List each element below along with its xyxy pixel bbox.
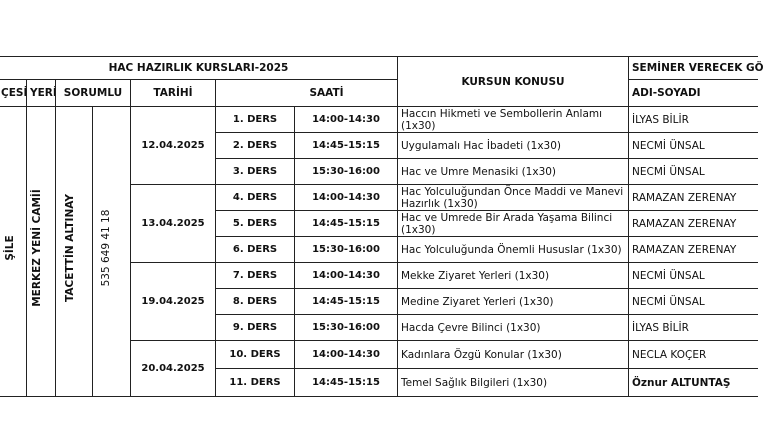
seminer-cell: NECMİ ÜNSAL [628,132,758,159]
saat-cell: 14:45-15:15 [294,132,398,159]
ders-cell: 6. DERS [215,236,295,263]
yeri-header: YERİ [26,79,56,107]
ilcesi-header: ÇESİ [0,79,27,107]
yer-value: MERKEZ YENİ CAMİİ [31,189,43,307]
sorumlu-name: TACETTİN ALTINAY [64,194,76,302]
seminer-cell: NECLA KOÇER [628,340,758,369]
konu-cell: Uygulamalı Hac İbadeti (1x30) [397,132,629,159]
saat-cell: 14:00-14:30 [294,262,398,289]
seminer-cell: Öznur ALTUNTAŞ [628,368,758,397]
saat-cell: 15:30-16:00 [294,314,398,341]
konu-cell [397,210,629,237]
seminer-cell: NECMİ ÜNSAL [628,262,758,289]
adi-soyadi-header: ADI-SOYADI [628,79,758,107]
phone-number: 535 649 41 18 [100,209,112,287]
ilce-value: ŞİLE [4,235,16,261]
saat-cell: 14:45-15:15 [294,288,398,315]
konu-cell: Hacda Çevre Bilinci (1x30) [397,314,629,341]
saat-cell: 15:30-16:00 [294,236,398,263]
ders-cell: 4. DERS [215,184,295,211]
seminer-cell: İLYAS BİLİR [628,314,758,341]
konu-line: (1x30) [401,119,436,132]
seminer-cell: RAMAZAN ZERENAY [628,236,758,263]
konu-cell: Mekke Ziyaret Yerleri (1x30) [397,262,629,289]
tarihi-header: TARİHİ [130,79,216,107]
ders-cell: 2. DERS [215,132,295,159]
ders-cell: 3. DERS [215,158,295,185]
kursun-konusu-header: KURSUN KONUSU [397,56,629,107]
sorumlu-name-cell [55,106,93,397]
date-cell: 13.04.2025 [130,184,216,263]
ders-cell: 5. DERS [215,210,295,237]
konu-line: Hazırlık (1x30) [401,197,478,210]
ders-cell: 9. DERS [215,314,295,341]
seminer-cell: NECMİ ÜNSAL [628,288,758,315]
seminer-cell: RAMAZAN ZERENAY [628,184,758,211]
saat-cell: 14:00-14:30 [294,106,398,133]
date-cell: 20.04.2025 [130,340,216,397]
sorumlu-header: SORUMLU [55,79,131,107]
saati-header: SAATİ [215,79,398,107]
saat-cell: 14:45-15:15 [294,210,398,237]
seminer-cell: RAMAZAN ZERENAY [628,210,758,237]
konu-cell: Hac Yolculuğunda Önemli Hususlar (1x30) [397,236,629,263]
ilce-cell [0,106,27,397]
ders-cell: 8. DERS [215,288,295,315]
konu-cell [397,106,629,133]
ders-cell: 1. DERS [215,106,295,133]
yer-cell [26,106,56,397]
konu-line: Hac Yolculuğundan Önce Maddi ve Manevi [401,185,624,198]
konu-cell: Hac ve Umre Menasiki (1x30) [397,158,629,185]
seminer-header: SEMİNER VERECEK GÖ [628,56,758,80]
konu-cell: Medine Ziyaret Yerleri (1x30) [397,288,629,315]
konu-cell: Kadınlara Özgü Konular (1x30) [397,340,629,369]
ders-cell: 10. DERS [215,340,295,369]
ders-cell: 7. DERS [215,262,295,289]
main-title: HAC HAZIRLIK KURSLARI-2025 [0,56,398,80]
saat-cell: 14:00-14:30 [294,184,398,211]
konu-line: Hac ve Umrede Bir Arada Yaşama Bilinci [401,211,613,224]
seminer-cell: İLYAS BİLİR [628,106,758,133]
konu-line: Haccın Hikmeti ve Sembollerin Anlamı [401,107,603,120]
ders-cell: 11. DERS [215,368,295,397]
date-cell: 12.04.2025 [130,106,216,185]
konu-cell: Temel Sağlık Bilgileri (1x30) [397,368,629,397]
date-cell: 19.04.2025 [130,262,216,341]
saat-cell: 14:45-15:15 [294,368,398,397]
saat-cell: 15:30-16:00 [294,158,398,185]
phone-cell [92,106,131,397]
seminer-cell: NECMİ ÜNSAL [628,158,758,185]
konu-cell [397,184,629,211]
konu-line: (1x30) [401,223,436,236]
saat-cell: 14:00-14:30 [294,340,398,369]
